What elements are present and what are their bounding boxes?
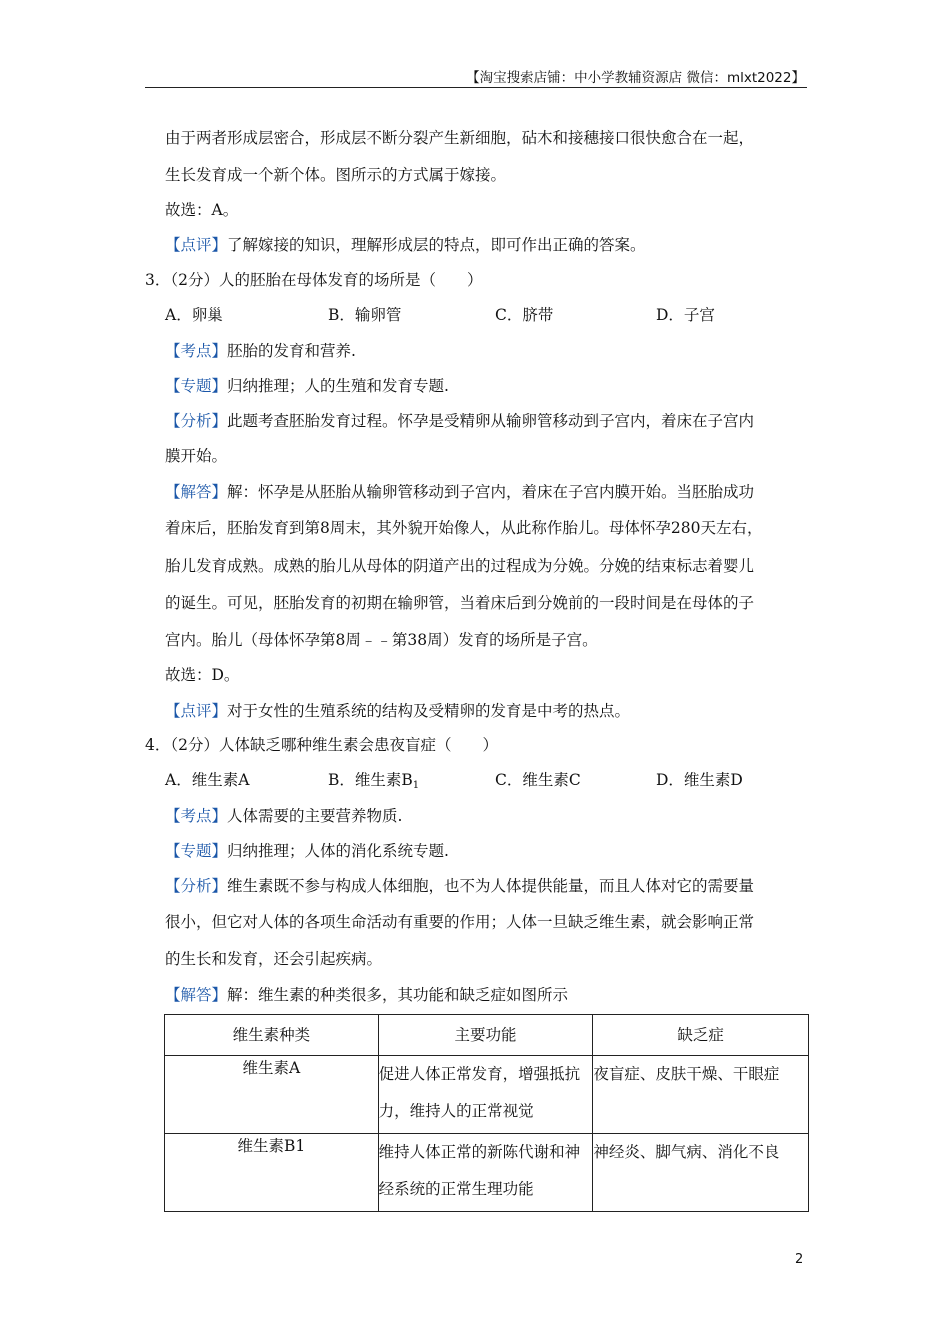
- header-rule: [145, 87, 807, 88]
- q3-answer: 故选：D。: [165, 666, 240, 684]
- q3-fenxi-line-1: [165, 411, 754, 431]
- jieda-tag: 【解答】: [165, 483, 228, 501]
- kaodian-text: 胚胎的发育和营养.: [227, 342, 356, 360]
- table-cell-deficiency: 夜盲症、皮肤干燥、干眼症: [593, 1056, 809, 1134]
- jieda-tag: 【解答】: [165, 986, 228, 1004]
- q4-option-b-label: B．维生素B: [328, 771, 413, 789]
- q4-fenxi-line-3: 的生长和发育，还会引起疾病。: [165, 950, 383, 968]
- q3-zhuanti: [165, 376, 449, 396]
- q3-review: [165, 701, 630, 721]
- vitamin-table: [164, 1014, 809, 1212]
- q4-jieda: [165, 985, 568, 1005]
- fenxi-tag: 【分析】: [165, 412, 228, 430]
- table-cell-function: 维持人体正常的新陈代谢和神经系统的正常生理功能: [378, 1134, 593, 1212]
- jieda-text: 解：怀孕是从胚胎从输卵管移动到子宫内，着床在子宫内膜开始。当胚胎成功: [227, 483, 755, 501]
- q3-jieda-line-4: 的诞生。可见，胚胎发育的初期在输卵管，当着床后到分娩前的一段时间是在母体的子: [165, 594, 755, 612]
- review-text: 了解嫁接的知识，理解形成层的特点，即可作出正确的答案。: [227, 236, 646, 254]
- table-cell-deficiency: 神经炎、脚气病、消化不良: [593, 1134, 809, 1212]
- q3-stem: 3．（2分）人的胚胎在母体发育的场所是（ ）: [145, 271, 483, 289]
- q4-kaodian: [165, 806, 402, 826]
- q3-jieda-line-3: 胎儿发育成熟。成熟的胎儿从母体的阴道产出的过程成为分娩。分娩的结束标志着婴儿: [165, 557, 755, 575]
- page-header: 【淘宝搜索店铺：中小学教辅资源店 微信：mlxt2022】: [466, 70, 805, 86]
- q3-option-a: A．卵巢: [165, 306, 223, 324]
- q3-jieda-line-5: 宫内。胎儿（母体怀孕第8周﹣﹣第38周）发育的场所是子宫。: [165, 631, 598, 649]
- zhuanti-text: 归纳推理；人的生殖和发育专题.: [227, 377, 449, 395]
- q3-option-b: B．输卵管: [328, 306, 402, 324]
- kaodian-tag: 【考点】: [165, 807, 228, 825]
- q3-kaodian: [165, 341, 356, 361]
- q4-option-a: A．维生素A: [165, 771, 250, 789]
- q2-answer: 故选：A。: [165, 201, 239, 219]
- q3-jieda-line-1: [165, 482, 754, 502]
- zhuanti-tag: 【专题】: [165, 377, 228, 395]
- fenxi-text: 维生素既不参与构成人体细胞，也不为人体提供能量，而且人体对它的需要量: [227, 877, 755, 895]
- q4-stem: 4．（2分）人体缺乏哪种维生素会患夜盲症（ ）: [145, 736, 498, 754]
- zhuanti-tag: 【专题】: [165, 842, 228, 860]
- table-cell-kind: 维生素B1: [165, 1134, 379, 1212]
- q3-option-c: C．脐带: [495, 306, 554, 324]
- table-header-cell: 主要功能: [378, 1015, 593, 1056]
- table-header-cell: 缺乏症: [593, 1015, 809, 1056]
- table-header-row: [165, 1015, 809, 1056]
- q3-jieda-line-2: 着床后，胚胎发育到第8周末，其外貌开始像人，从此称作胎儿。母体怀孕280天左右，: [165, 519, 763, 537]
- fenxi-tag: 【分析】: [165, 877, 228, 895]
- q4-option-b: [328, 770, 419, 796]
- kaodian-text: 人体需要的主要营养物质.: [227, 807, 403, 825]
- q2-text-line-2: 生长发育成一个新个体。图所示的方式属于嫁接。: [165, 166, 507, 184]
- review-tag: 【点评】: [165, 702, 228, 720]
- q3-option-d: D．子宫: [656, 306, 715, 324]
- q3-fenxi-line-2: 膜开始。: [165, 447, 228, 465]
- table-cell-kind: 维生素A: [165, 1056, 379, 1134]
- kaodian-tag: 【考点】: [165, 342, 228, 360]
- q4-option-c: C．维生素C: [495, 771, 581, 789]
- q2-review: [165, 235, 646, 255]
- fenxi-text: 此题考查胚胎发育过程。怀孕是受精卵从输卵管移动到子宫内，着床在子宫内: [227, 412, 755, 430]
- q2-text-line-1: 由于两者形成层密合，形成层不断分裂产生新细胞，砧木和接穗接口很快愈合在一起，: [165, 129, 755, 147]
- table-cell-function: 促进人体正常发育，增强抵抗力，维持人的正常视觉: [378, 1056, 593, 1134]
- review-text: 对于女性的生殖系统的结构及受精卵的发育是中考的热点。: [227, 702, 631, 720]
- q4-option-b-subscript: 1: [412, 780, 420, 791]
- q4-fenxi-line-2: 很小，但它对人体的各项生命活动有重要的作用；人体一旦缺乏维生素，就会影响正常: [165, 913, 755, 931]
- q4-fenxi-line-1: [165, 876, 754, 896]
- page-number: 2: [795, 1252, 804, 1267]
- review-tag: 【点评】: [165, 236, 228, 254]
- table-header-cell: 维生素种类: [165, 1015, 379, 1056]
- jieda-text: 解：维生素的种类很多，其功能和缺乏症如图所示: [227, 986, 569, 1004]
- table-row: [165, 1134, 809, 1212]
- table-row: [165, 1056, 809, 1134]
- q4-zhuanti: [165, 841, 449, 861]
- zhuanti-text: 归纳推理；人体的消化系统专题.: [227, 842, 449, 860]
- q4-option-d: D．维生素D: [656, 771, 743, 789]
